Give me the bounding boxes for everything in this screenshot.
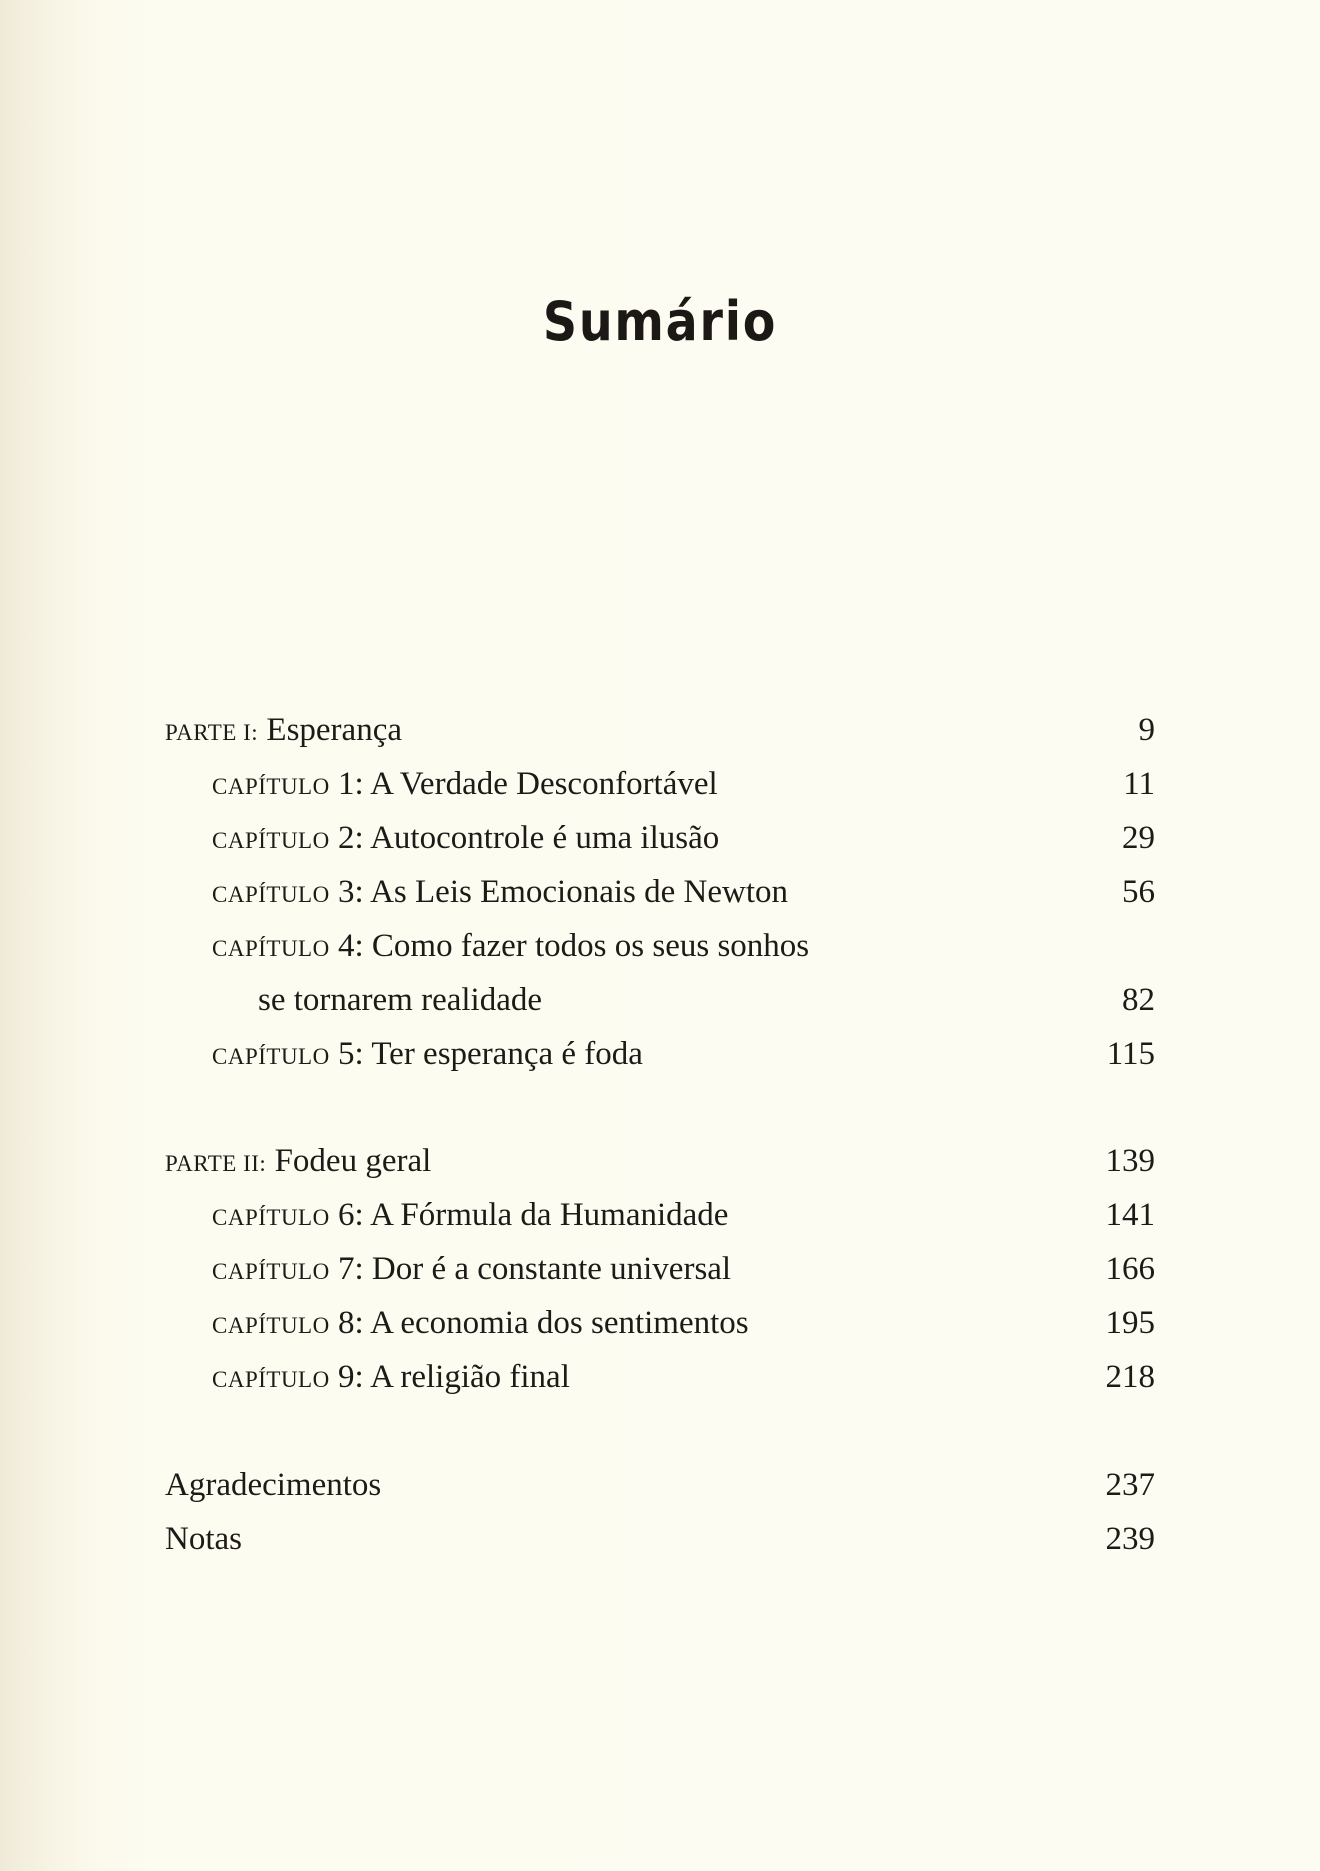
page-number: 141 [1105,1197,1155,1233]
chapter-title: A economia dos sentimentos [370,1305,749,1341]
chapter-prefix: CAPÍTULO [212,1367,330,1392]
page-number: 82 [1122,982,1155,1018]
part-title: Esperança [266,712,402,748]
chapter-title-continuation: se tornarem realidade [258,982,543,1018]
chapter-title: A religião final [370,1359,570,1395]
page-number: 218 [1105,1359,1155,1395]
page-number: 9 [1138,712,1155,748]
page-number: 237 [1105,1467,1155,1503]
chapter-prefix: CAPÍTULO [212,1044,330,1069]
chapter-title: Autocontrole é uma ilusão [370,820,720,856]
chapter-prefix: CAPÍTULO [212,774,330,799]
toc-chapter-2[interactable] [0,813,1320,863]
back-matter-title: Agradecimentos [165,1467,382,1503]
toc-chapter-1[interactable] [0,759,1320,809]
part-prefix: PARTE II: [165,1151,267,1176]
page-number: 195 [1105,1305,1155,1341]
chapter-number: 8: [337,1305,364,1341]
toc-chapter-4[interactable] [0,921,1320,971]
toc-chapter-4-continuation[interactable] [0,975,1320,1025]
chapter-prefix: CAPÍTULO [212,828,330,853]
chapter-number: 7: [337,1251,364,1287]
page-number: 139 [1105,1143,1155,1179]
chapter-number: 6: [337,1197,364,1233]
chapter-number: 4: [337,928,364,964]
toc-chapter-5[interactable] [0,1029,1320,1079]
part-prefix: PARTE I: [165,720,259,745]
chapter-prefix: CAPÍTULO [212,882,330,907]
toc-chapter-6[interactable] [0,1190,1320,1240]
chapter-number: 9: [337,1359,364,1395]
chapter-title: Ter esperança é foda [371,1036,643,1072]
chapter-prefix: CAPÍTULO [212,936,330,961]
chapter-prefix: CAPÍTULO [212,1205,330,1230]
chapter-title: A Verdade Desconfortável [370,766,718,802]
toc-chapter-7[interactable] [0,1244,1320,1294]
chapter-prefix: CAPÍTULO [212,1313,330,1338]
toc-part-1[interactable] [0,705,1320,755]
toc-chapter-3[interactable] [0,867,1320,917]
part-title: Fodeu geral [274,1143,432,1179]
chapter-title: As Leis Emocionais de Newton [370,874,789,910]
back-matter-title: Notas [165,1521,242,1557]
chapter-number: 1: [337,766,364,802]
chapter-title: A Fórmula da Humanidade [370,1197,729,1233]
chapter-title: Como fazer todos os seus sonhos [371,928,810,964]
page-number: 56 [1122,874,1155,910]
page-number: 166 [1105,1251,1155,1287]
toc-chapter-9[interactable] [0,1352,1320,1402]
chapter-number: 3: [337,874,364,910]
page-number: 115 [1106,1036,1155,1072]
chapter-title: Dor é a constante universal [371,1251,732,1287]
toc-acknowledgements[interactable] [0,1460,1320,1510]
page-title: Sumário [542,290,778,353]
chapter-number: 2: [337,820,364,856]
page-number: 239 [1105,1521,1155,1557]
page-number: 29 [1122,820,1155,856]
page-number: 11 [1123,766,1155,802]
chapter-number: 5: [337,1036,364,1072]
toc-notes[interactable] [0,1514,1320,1564]
toc-chapter-8[interactable] [0,1298,1320,1348]
toc-part-2[interactable] [0,1136,1320,1186]
chapter-prefix: CAPÍTULO [212,1259,330,1284]
